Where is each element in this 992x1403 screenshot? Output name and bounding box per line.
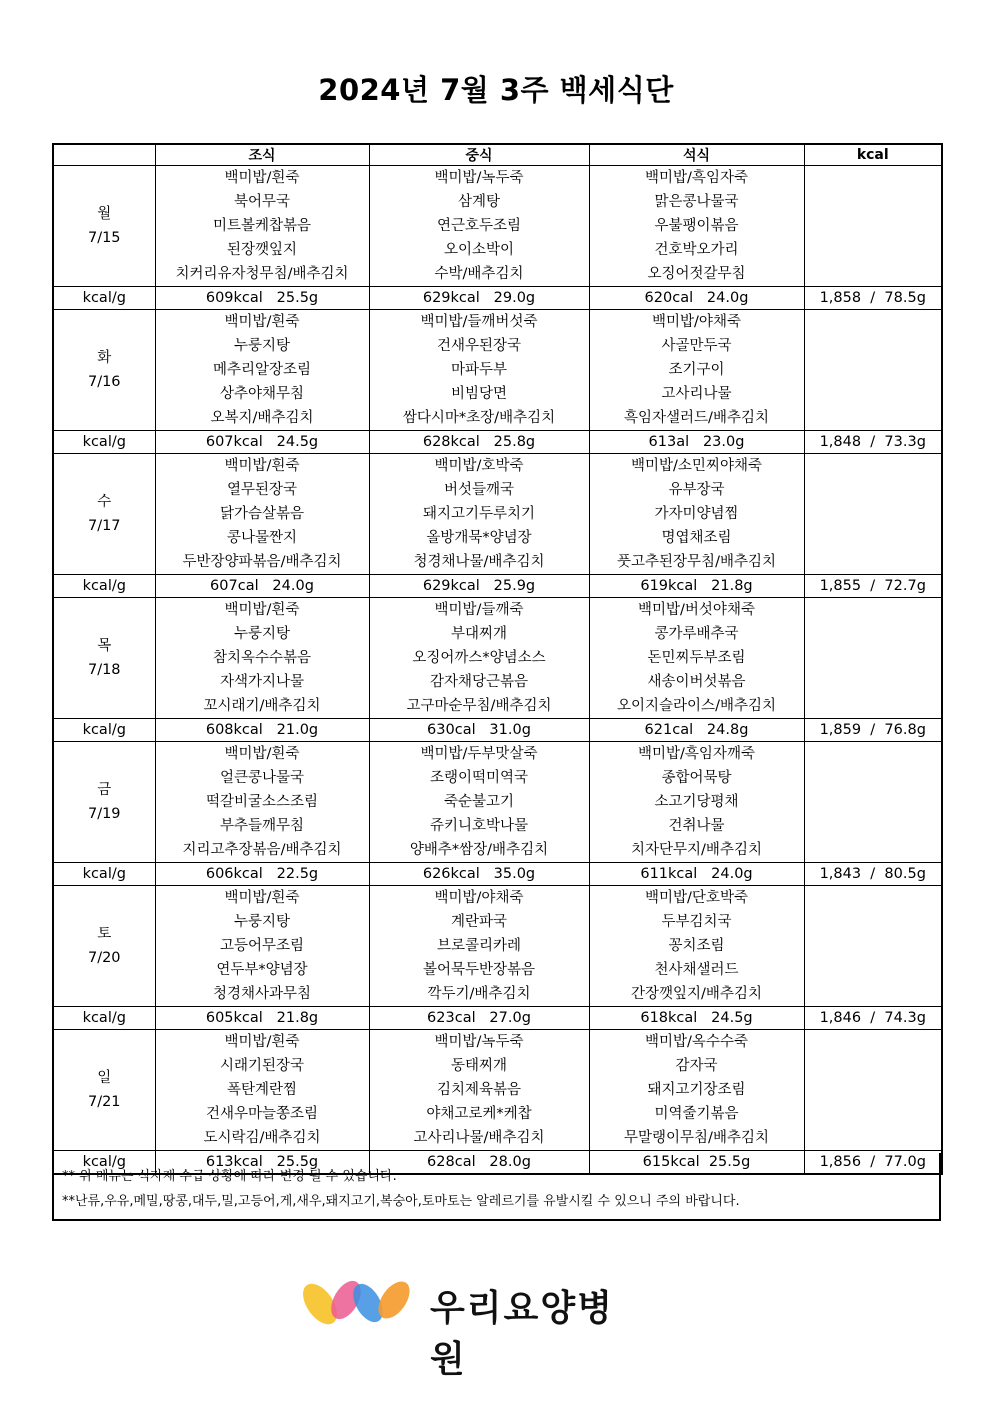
menu-item: 버섯들깨국	[443, 482, 515, 498]
kcal-empty-cell	[804, 166, 942, 287]
day-row	[53, 1030, 942, 1151]
page-title: 2024년 7월 3주 백세식단	[318, 73, 674, 107]
lunch-cell	[369, 454, 589, 575]
menu-item: 상추야채무침	[219, 386, 305, 402]
kcal-label: kcal/g	[53, 431, 155, 454]
dinner-cell	[589, 886, 804, 1007]
day-cell	[53, 1030, 155, 1151]
breakfast-cell	[155, 310, 369, 431]
day-row	[53, 310, 942, 431]
kcal-total: 1,855 / 72.7g	[804, 575, 942, 598]
day-name: 월	[97, 206, 112, 222]
menu-item: 돼지고기두루치기	[422, 506, 536, 522]
breakfast-cell	[155, 1030, 369, 1151]
kcal-value: 607cal 24.0g	[155, 575, 369, 598]
kcal-label: kcal/g	[53, 1007, 155, 1030]
menu-item: 백미밥/흰죽	[224, 170, 300, 186]
header-day	[53, 144, 155, 166]
menu-item: 풋고추된장무침/배추김치	[617, 554, 776, 570]
menu-item: 누룽지탕	[233, 338, 291, 354]
breakfast-cell	[155, 598, 369, 719]
menu-item: 동태찌개	[450, 1058, 508, 1074]
menu-item: 콩가루배추국	[654, 626, 739, 642]
lunch-cell	[369, 310, 589, 431]
menu-item: 맑은콩나물국	[654, 194, 739, 210]
kcal-row	[53, 287, 942, 310]
menu-item: 김치제육볶음	[436, 1082, 522, 1098]
lunch-cell	[369, 598, 589, 719]
kcal-label: kcal/g	[53, 1151, 155, 1175]
day-cell	[53, 598, 155, 719]
kcal-empty-cell	[804, 1030, 942, 1151]
lunch-cell	[369, 742, 589, 863]
menu-item: 닭가슴살볶음	[219, 506, 305, 522]
menu-item: 우불팽이볶음	[654, 218, 739, 234]
menu-item: 두부김치국	[661, 914, 732, 930]
menu-item: 백미밥/흰죽	[224, 890, 300, 906]
menu-item: 떡갈비굴소스조림	[205, 794, 319, 810]
kcal-total: 1,858 / 78.5g	[804, 287, 942, 310]
menu-item: 새송이버섯볶음	[647, 674, 746, 690]
menu-item: 고사리나물/배추김치	[413, 1130, 545, 1146]
menu-item: 지리고추장볶음/배추김치	[182, 842, 342, 858]
menu-item: 백미밥/버섯야채죽	[638, 602, 755, 618]
kcal-value: 613kcal 25.5g	[155, 1151, 369, 1175]
menu-item: 연근호두조림	[436, 218, 522, 234]
menu-item: 계란파국	[450, 914, 508, 930]
menu-item: 백미밥/녹두죽	[434, 1034, 524, 1050]
kcal-label: kcal/g	[53, 575, 155, 598]
kcal-value: 611kcal 24.0g	[589, 863, 804, 886]
menu-item: 누룽지탕	[233, 626, 291, 642]
kcal-value: 607kcal 24.5g	[155, 431, 369, 454]
kcal-value: 630cal 31.0g	[369, 719, 589, 742]
menu-item: 메추리알장조림	[212, 362, 312, 378]
menu-item: 깍두기/배추김치	[427, 986, 531, 1002]
kcal-value: 613al 23.0g	[589, 431, 804, 454]
kcal-total: 1,859 / 76.8g	[804, 719, 942, 742]
day-name: 수	[97, 494, 112, 510]
menu-item: 가자미양념찜	[654, 506, 739, 522]
day-row	[53, 886, 942, 1007]
menu-item: 북어무국	[233, 194, 291, 210]
menu-item: 무말랭이무침/배추김치	[624, 1130, 769, 1146]
menu-item: 백미밥/흑임자죽	[645, 170, 748, 186]
menu-item: 부추들깨무침	[219, 818, 305, 834]
menu-item: 미역줄기볶음	[654, 1106, 739, 1122]
weekly-menu-table	[52, 143, 943, 1175]
menu-item: 치자단무지/배추김치	[631, 842, 762, 858]
dinner-cell	[589, 598, 804, 719]
menu-item: 된장깻잎지	[226, 242, 298, 258]
day-name: 목	[97, 638, 112, 654]
menu-item: 콩나물짠지	[226, 530, 298, 546]
kcal-value: 626kcal 35.0g	[369, 863, 589, 886]
menu-item: 브로콜리카레	[436, 938, 522, 954]
menu-item: 백미밥/소민찌야채죽	[631, 458, 762, 474]
menu-item: 수박/배추김치	[434, 266, 524, 282]
menu-item: 조기구이	[668, 362, 725, 378]
breakfast-cell	[155, 886, 369, 1007]
day-cell	[53, 742, 155, 863]
day-date: 7/17	[87, 518, 121, 534]
menu-item: 종합어묵탕	[661, 770, 732, 786]
menu-item: 건취나물	[668, 818, 725, 834]
kcal-total: 1,856 / 77.0g	[804, 1151, 942, 1175]
kcal-label: kcal/g	[53, 719, 155, 742]
menu-item: 흑임자샐러드/배추김치	[624, 410, 769, 426]
menu-item: 오징어까스*양념소스	[412, 650, 546, 666]
menu-item: 열무된장국	[226, 482, 298, 498]
kcal-value: 620cal 24.0g	[589, 287, 804, 310]
day-cell	[53, 310, 155, 431]
kcal-value: 608kcal 21.0g	[155, 719, 369, 742]
day-name: 화	[97, 350, 112, 366]
menu-item: 백미밥/흰죽	[224, 458, 300, 474]
menu-item: 도시락김/배추김치	[203, 1130, 321, 1146]
menu-item: 돼지고기장조림	[647, 1082, 746, 1098]
kcal-total: 1,846 / 74.3g	[804, 1007, 942, 1030]
menu-item: 백미밥/단호박죽	[645, 890, 748, 906]
menu-item: 참치옥수수볶음	[212, 650, 312, 666]
menu-item: 꼬시래기/배추김치	[203, 698, 321, 714]
menu-item: 백미밥/흑임자깨죽	[638, 746, 755, 762]
day-row	[53, 166, 942, 287]
day-date: 7/15	[87, 230, 121, 246]
menu-item: 오복지/배추김치	[210, 410, 314, 426]
menu-item: 백미밥/녹두죽	[434, 170, 524, 186]
kcal-row	[53, 575, 942, 598]
menu-item: 백미밥/흰죽	[224, 746, 300, 762]
header-breakfast: 조식	[155, 144, 369, 166]
menu-item: 청경채나물/배추김치	[413, 554, 545, 570]
menu-item: 얼큰콩나물국	[219, 770, 305, 786]
kcal-value: 615kcal 25.5g	[589, 1151, 804, 1175]
menu-item: 쥬키니호박나물	[429, 818, 529, 834]
day-date: 7/16	[87, 374, 121, 390]
menu-item: 돈민찌두부조림	[647, 650, 746, 666]
menu-item: 백미밥/들깨죽	[434, 602, 524, 618]
menu-item: 소고기당평채	[654, 794, 739, 810]
menu-item: 감자국	[675, 1058, 718, 1074]
kcal-total: 1,843 / 80.5g	[804, 863, 942, 886]
menu-item: 간장깻잎지/배추김치	[631, 986, 762, 1002]
header-dinner: 석식	[589, 144, 804, 166]
kcal-total: 1,848 / 73.3g	[804, 431, 942, 454]
menu-item: 백미밥/옥수수죽	[645, 1034, 748, 1050]
kcal-value: 628cal 28.0g	[369, 1151, 589, 1175]
lunch-cell	[369, 886, 589, 1007]
kcal-label: kcal/g	[53, 863, 155, 886]
menu-item: 오이지슬라이스/배추김치	[617, 698, 776, 714]
notes-box	[52, 1153, 941, 1221]
menu-item: 쌈다시마*초장/배추김치	[402, 410, 556, 426]
lunch-cell	[369, 1030, 589, 1151]
kcal-label: kcal/g	[53, 287, 155, 310]
kcal-value: 629kcal 25.9g	[369, 575, 589, 598]
header-lunch: 중식	[369, 144, 589, 166]
kcal-empty-cell	[804, 598, 942, 719]
menu-item: 백미밥/야채죽	[652, 314, 741, 330]
menu-item: 백미밥/들깨버섯죽	[420, 314, 538, 330]
menu-item: 천사채샐러드	[654, 962, 739, 978]
menu-item: 조랭이떡미역국	[429, 770, 529, 786]
menu-item: 연두부*양념장	[216, 962, 308, 978]
menu-item: 오이소박이	[443, 242, 515, 258]
menu-item: 감자채당근볶음	[429, 674, 529, 690]
dinner-cell	[589, 742, 804, 863]
kcal-empty-cell	[804, 886, 942, 1007]
menu-item: 고구마순무침/배추김치	[406, 698, 552, 714]
menu-item: 올방개묵*양념장	[426, 530, 532, 546]
menu-item: 치커리유자청무침/배추김치	[175, 266, 349, 282]
menu-item: 건호박오가리	[654, 242, 739, 258]
day-name: 토	[97, 926, 112, 942]
dinner-cell	[589, 310, 804, 431]
menu-item: 유부장국	[668, 482, 725, 498]
day-date: 7/19	[87, 806, 121, 822]
day-date: 7/20	[87, 950, 121, 966]
menu-item: 볼어묵두반장볶음	[422, 962, 536, 978]
menu-item: 청경채사과무침	[212, 986, 312, 1002]
header-row	[53, 144, 942, 166]
hospital-logo	[298, 1278, 648, 1380]
kcal-row	[53, 719, 942, 742]
day-name: 금	[97, 782, 112, 798]
day-cell	[53, 886, 155, 1007]
kcal-value: 609kcal 25.5g	[155, 287, 369, 310]
menu-item: 건새우마늘쫑조림	[205, 1106, 319, 1122]
menu-item: 미트볼케찹볶음	[212, 218, 312, 234]
kcal-row	[53, 863, 942, 886]
kcal-row	[53, 1007, 942, 1030]
kcal-empty-cell	[804, 454, 942, 575]
menu-item: 마파두부	[450, 362, 508, 378]
menu-item: 죽순불고기	[443, 794, 515, 810]
day-cell	[53, 454, 155, 575]
breakfast-cell	[155, 166, 369, 287]
menu-item: 고등어무조림	[219, 938, 305, 954]
menu-item: 자색가지나물	[219, 674, 305, 690]
kcal-value: 628kcal 25.8g	[369, 431, 589, 454]
kcal-row	[53, 431, 942, 454]
kcal-value: 606kcal 22.5g	[155, 863, 369, 886]
menu-item: 건새우된장국	[436, 338, 522, 354]
menu-item: 백미밥/흰죽	[224, 602, 300, 618]
lunch-cell	[369, 166, 589, 287]
menu-item: 두반장양파볶음/배추김치	[182, 554, 342, 570]
menu-item: 명엽채조림	[661, 530, 732, 546]
logo-mark-icon	[298, 1278, 418, 1330]
kcal-value: 619kcal 21.8g	[589, 575, 804, 598]
kcal-empty-cell	[804, 310, 942, 431]
note-allergy: **난류,우유,메밀,땅콩,대두,밀,고등어,게,새우,돼지고기,복숭아,토마토는 알레르기를 유발시킬 수 있으니 주의 바랍니다.	[62, 1194, 740, 1209]
day-row	[53, 454, 942, 575]
note-change: ** 위 메뉴는 식자재 수급 상황에 따라 변경 될 수 있습니다.	[62, 1169, 397, 1184]
menu-item: 양배추*쌈장/배추김치	[409, 842, 549, 858]
menu-item: 부대찌개	[450, 626, 508, 642]
menu-item: 백미밥/흰죽	[224, 314, 300, 330]
kcal-value: 618kcal 24.5g	[589, 1007, 804, 1030]
kcal-value: 629kcal 29.0g	[369, 287, 589, 310]
day-name: 일	[97, 1070, 112, 1086]
menu-item: 고사리나물	[661, 386, 732, 402]
menu-item: 비빔당면	[450, 386, 508, 402]
day-row	[53, 598, 942, 719]
logo-text: 우리요양병원	[430, 1288, 614, 1380]
menu-item: 시래기된장국	[219, 1058, 305, 1074]
menu-item: 백미밥/야채죽	[434, 890, 524, 906]
breakfast-cell	[155, 742, 369, 863]
menu-item: 백미밥/흰죽	[224, 1034, 300, 1050]
dinner-cell	[589, 166, 804, 287]
day-date: 7/18	[87, 662, 121, 678]
kcal-value: 623cal 27.0g	[369, 1007, 589, 1030]
menu-item: 누룽지탕	[233, 914, 291, 930]
menu-item: 사골만두국	[661, 338, 732, 354]
menu-item: 오징어젓갈무침	[647, 266, 746, 282]
menu-item: 삼계탕	[457, 194, 501, 210]
kcal-empty-cell	[804, 742, 942, 863]
day-cell	[53, 166, 155, 287]
kcal-value: 605kcal 21.8g	[155, 1007, 369, 1030]
breakfast-cell	[155, 454, 369, 575]
day-row	[53, 742, 942, 863]
day-date: 7/21	[87, 1094, 121, 1110]
menu-item: 백미밥/호박죽	[434, 458, 524, 474]
kcal-value: 621cal 24.8g	[589, 719, 804, 742]
menu-item: 백미밥/두부맛살죽	[420, 746, 538, 762]
dinner-cell	[589, 454, 804, 575]
dinner-cell	[589, 1030, 804, 1151]
menu-item: 폭탄계란찜	[226, 1082, 298, 1098]
header-kcal: kcal	[804, 144, 942, 166]
menu-item: 꽁치조림	[668, 938, 725, 954]
menu-item: 야채고로케*케찹	[426, 1106, 532, 1122]
